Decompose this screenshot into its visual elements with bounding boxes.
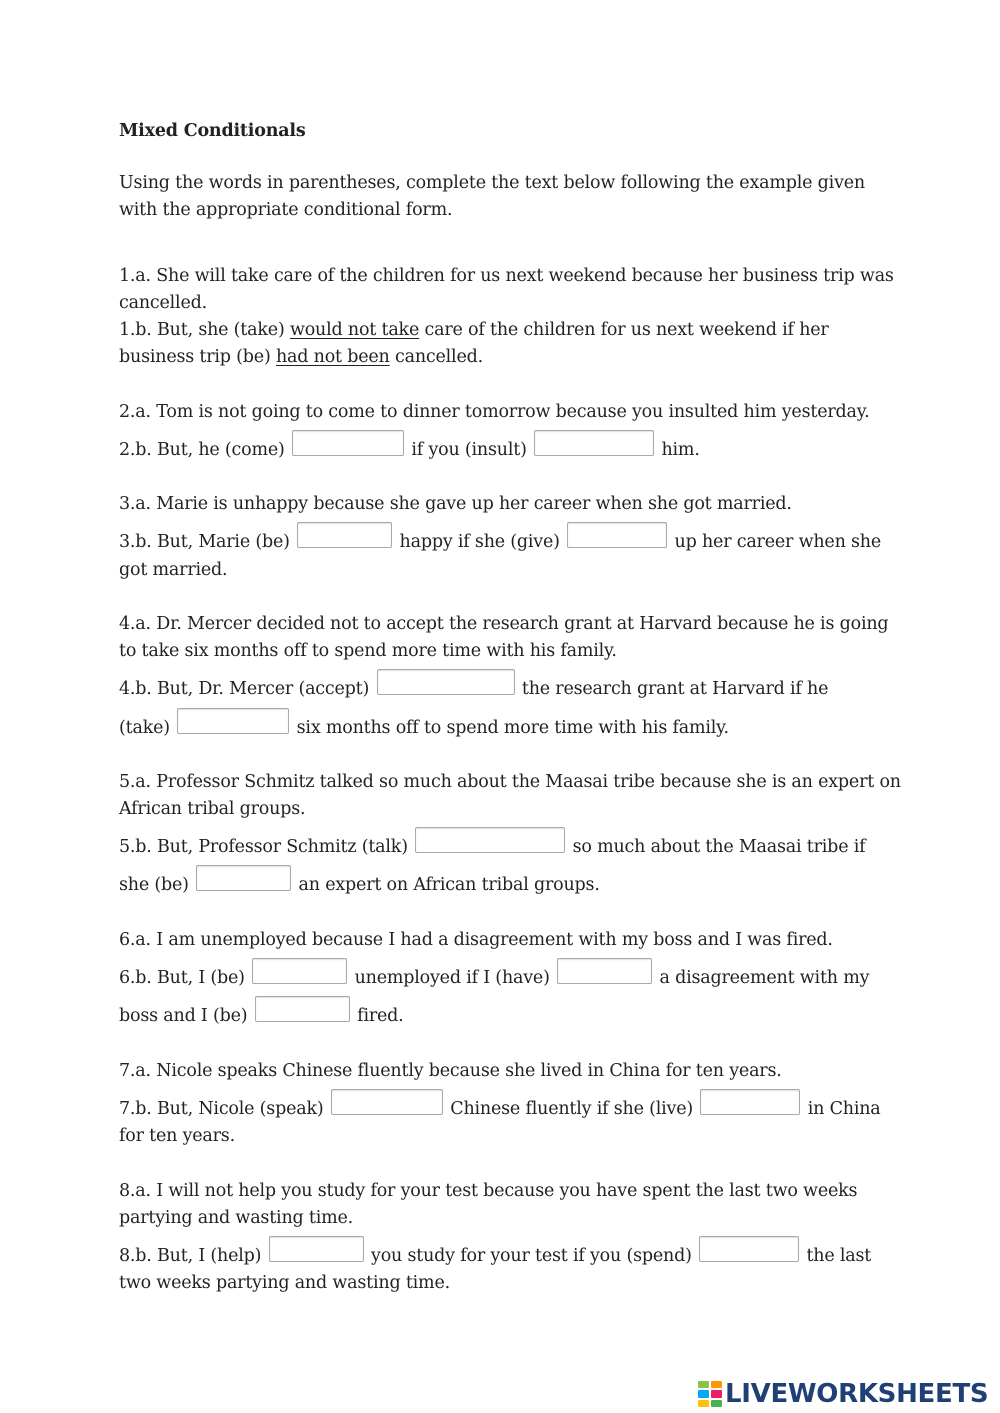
question-4a-line-2: to take six months off to spend more time with his family. — [119, 641, 617, 661]
example-1a-line-2: cancelled. — [119, 293, 207, 313]
question-2b: 2.b. But, he (come) if you (insult) him. — [119, 439, 700, 468]
logo-tile — [698, 1381, 709, 1388]
question-4a-line-1: 4.a. Dr. Mercer decided not to accept the research grant at Harvard because he is going — [119, 614, 889, 634]
answer-4b-take[interactable] — [177, 708, 289, 734]
question-3b-cont: got married. — [119, 560, 228, 580]
question-5a-line-1: 5.a. Professor Schmitz talked so much about the Maasai tribe because she is an expert on — [119, 772, 901, 792]
question-6b-line-1: 6.b. But, I (be) unemployed if I (have) a disagreement with my — [119, 967, 869, 996]
instructions-line-1: Using the words in parentheses, complete the text below following the example given — [119, 173, 865, 193]
liveworksheets-logo[interactable] — [698, 1378, 988, 1410]
answer-5b-talk[interactable] — [415, 827, 565, 853]
question-5a-line-2: African tribal groups. — [119, 799, 306, 819]
question-7a: 7.a. Nicole speaks Chinese fluently because she lived in China for ten years. — [119, 1061, 782, 1081]
question-7b-cont: for ten years. — [119, 1126, 235, 1146]
logo-tile — [711, 1381, 722, 1388]
example-1b-line-2: business trip (be) had not been cancelled. — [119, 347, 483, 367]
instructions-line-2: with the appropriate conditional form. — [119, 200, 453, 220]
answer-6b-have[interactable] — [557, 958, 652, 984]
answer-2b-come[interactable] — [292, 430, 404, 456]
question-5b-line-1: 5.b. But, Professor Schmitz (talk) so much about the Maasai tribe if — [119, 836, 865, 865]
answer-6b-be-fired[interactable] — [255, 996, 350, 1022]
question-8a-line-1: 8.a. I will not help you study for your test because you have spent the last two weeks — [119, 1181, 858, 1201]
question-8b-cont: two weeks partying and wasting time. — [119, 1273, 450, 1293]
question-4b-line-1: 4.b. But, Dr. Mercer (accept) the research grant at Harvard if he — [119, 678, 828, 707]
answer-3b-be[interactable] — [297, 522, 392, 548]
question-2a: 2.a. Tom is not going to come to dinner tomorrow because you insulted him yesterday. — [119, 402, 870, 422]
logo-text: LIVEWORKSHEETS — [725, 1379, 989, 1409]
answer-4b-accept[interactable] — [377, 669, 515, 695]
question-5b-line-2: she (be) an expert on African tribal groups. — [119, 874, 600, 903]
question-8b: 8.b. But, I (help) you study for your test if you (spend) the last — [119, 1245, 871, 1274]
question-7b: 7.b. But, Nicole (speak) Chinese fluently if she (live) in China — [119, 1098, 881, 1127]
example-answer-2: had not been — [275, 347, 390, 367]
question-3a: 3.a. Marie is unhappy because she gave up her career when she got married. — [119, 494, 792, 514]
answer-8b-help[interactable] — [269, 1236, 364, 1262]
question-6b-line-2: boss and I (be) fired. — [119, 1005, 404, 1034]
answer-2b-insult[interactable] — [534, 430, 654, 456]
answer-8b-spend[interactable] — [699, 1236, 799, 1262]
answer-3b-give[interactable] — [567, 522, 667, 548]
example-answer-1: would not take — [289, 320, 420, 340]
logo-tile — [698, 1390, 709, 1397]
example-1a-line-1: 1.a. She will take care of the children for us next weekend because her business trip was — [119, 266, 894, 286]
logo-tile — [711, 1390, 722, 1397]
logo-tile — [711, 1400, 722, 1407]
question-4b-line-2: (take) six months off to spend more time with his family. — [119, 717, 729, 746]
answer-7b-live[interactable] — [700, 1089, 800, 1115]
answer-6b-be[interactable] — [252, 958, 347, 984]
example-1b-line-1: 1.b. But, she (take) would not take care of the children for us next weekend if her — [119, 320, 829, 340]
question-3b: 3.b. But, Marie (be) happy if she (give) up her career when she — [119, 531, 881, 560]
page-title: Mixed Conditionals — [119, 121, 306, 141]
answer-7b-speak[interactable] — [331, 1089, 443, 1115]
liveworksheets-logo-icon — [698, 1381, 722, 1407]
answer-5b-be[interactable] — [196, 865, 291, 891]
question-6a: 6.a. I am unemployed because I had a disagreement with my boss and I was fired. — [119, 930, 833, 950]
logo-tile — [698, 1400, 709, 1407]
question-8a-line-2: partying and wasting time. — [119, 1208, 354, 1228]
